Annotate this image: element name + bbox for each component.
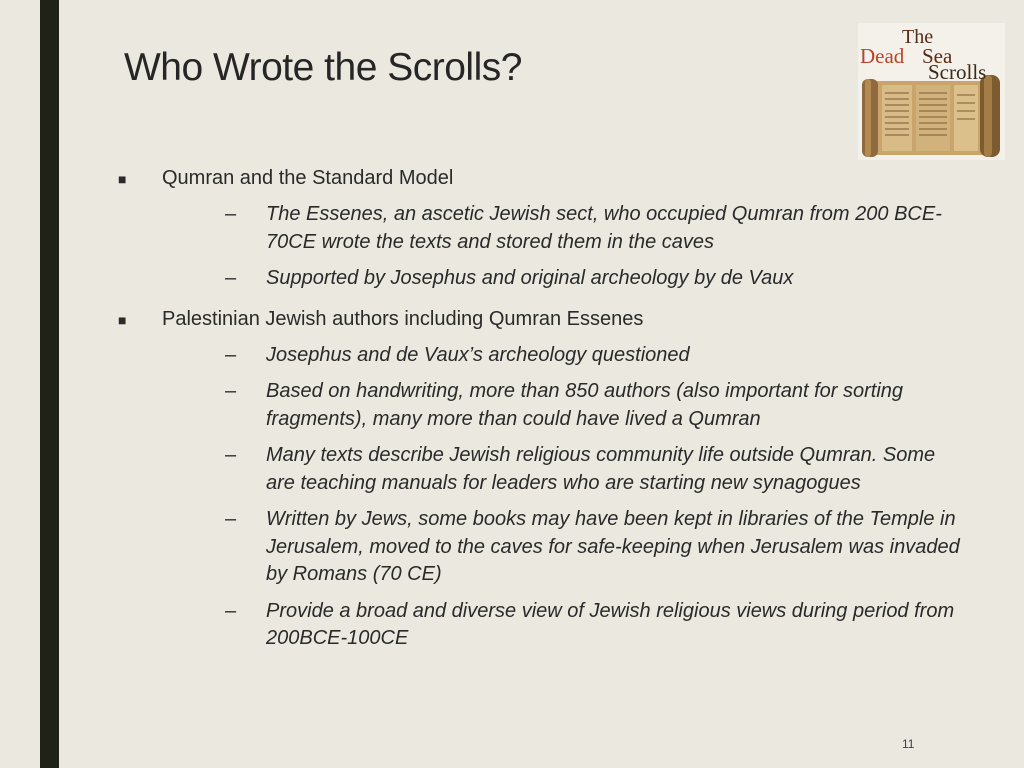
sub-bullet-text: Provide a broad and diverse view of Jewish religious views during period from 200BCE-100CE — [266, 599, 955, 649]
dash-icon: – — [225, 343, 237, 366]
sub-bullet — [162, 265, 966, 293]
sub-bullet — [162, 598, 966, 653]
dash-icon: – — [225, 203, 237, 225]
dash-icon: – — [225, 267, 237, 289]
sub-bullet-text: Written by Jews, some books may have been kept in libraries of the Temple in Jerusalem, moved to the caves for safe-keeping when Jerusalem was invaded by Romans (70 CE) — [266, 508, 960, 585]
sub-bullet-text: The Essenes, an ascetic Jewish sect, who occupied Qumran from 200 BCE-70CE wrote the texts and stored them in the caves — [266, 203, 942, 253]
dash-icon: – — [225, 380, 237, 402]
sub-bullet — [162, 442, 966, 497]
side-accent-bar — [40, 0, 59, 768]
dash-icon: – — [225, 508, 237, 530]
square-bullet-icon: ■ — [118, 171, 127, 187]
slide-title: Who Wrote the Scrolls? — [124, 46, 522, 89]
svg-text:Scrolls: Scrolls — [928, 60, 987, 84]
bullet-palestinian-authors — [118, 305, 960, 653]
dash-icon: – — [225, 444, 237, 466]
scroll-image — [858, 23, 1005, 160]
bullet-text: Palestinian Jewish authors including Qumran Essenes — [162, 307, 644, 330]
sub-bullet — [162, 342, 966, 370]
svg-text:Sea: Sea — [922, 44, 953, 68]
sub-bullet-text: Supported by Josephus and original archeology by de Vaux — [266, 267, 794, 289]
page-number: 11 — [902, 737, 915, 751]
bullet-text: Qumran and the Standard Model — [162, 167, 454, 189]
svg-text:The: The — [902, 26, 934, 48]
sub-bullet — [162, 201, 966, 256]
sub-bullet-text: Based on handwriting, more than 850 authors (also important for sorting fragments), many more than could have lived a Qumran — [266, 380, 904, 430]
sub-bullet-text: Josephus and de Vaux’s archeology questioned — [266, 343, 690, 366]
dead-sea-scrolls-logo — [858, 23, 1005, 160]
sub-bullet — [162, 506, 966, 589]
square-bullet-icon: ■ — [118, 311, 127, 328]
bullet-standard-model — [118, 164, 942, 293]
svg-text:Dead: Dead — [860, 44, 905, 68]
slide-content — [118, 164, 960, 653]
sub-bullet — [162, 378, 966, 433]
dash-icon: – — [225, 599, 237, 622]
sub-bullet-text: Many texts describe Jewish religious community life outside Qumran. Some are teaching manuals for leaders who are starting new synagogues — [266, 444, 936, 494]
